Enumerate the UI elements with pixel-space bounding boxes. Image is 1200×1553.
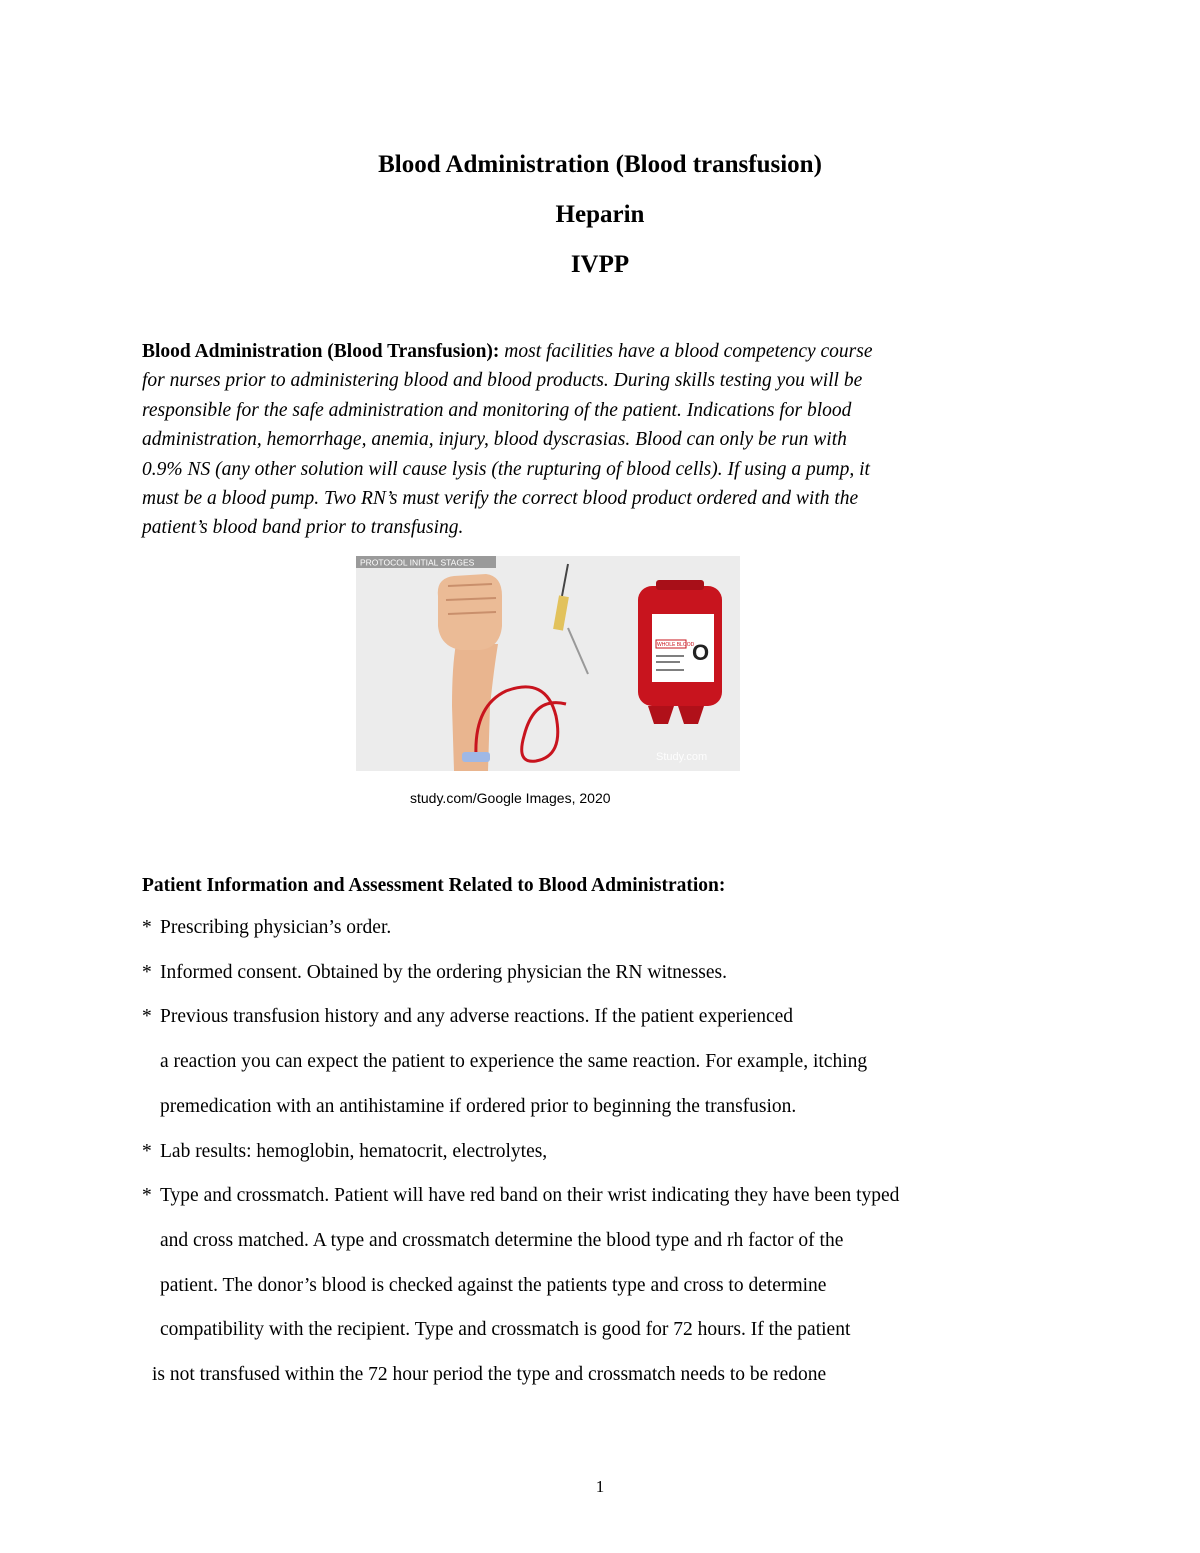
- list-item-text: Prescribing physician’s order.: [160, 917, 392, 938]
- title-main: Blood Administration (Blood transfusion): [378, 151, 822, 178]
- bullet: *: [142, 1140, 152, 1162]
- intro-paragraph: [142, 337, 1042, 543]
- bag-type: O: [692, 640, 710, 665]
- transfusion-illustration-svg: [356, 556, 740, 771]
- list-item: [142, 906, 1102, 951]
- intro-line-3: responsible for the safe administration and monitoring of the patient. Indications for blood: [142, 399, 852, 421]
- bag-label-text: WHOLE BLOOD: [657, 642, 695, 648]
- list-item: [142, 1130, 1102, 1175]
- list-item-continuation: a reaction you can expect the patient to experience the same reaction. For example, itching: [160, 1051, 868, 1073]
- list-item-text: Type and crossmatch. Patient will have red band on their wrist indicating they have been typed: [160, 1185, 900, 1207]
- assessment-section: [142, 872, 1102, 1398]
- intro-line-2: for nurses prior to administering blood and blood products. During skills testing you will be: [142, 370, 863, 392]
- list-item-continuation: premedication with an antihistamine if ordered prior to beginning the transfusion.: [160, 1095, 797, 1117]
- bullet: *: [142, 1185, 152, 1207]
- list-item: [142, 1174, 1102, 1219]
- banner-text: PROTOCOL INITIAL STAGES: [360, 557, 475, 568]
- bag-top: [656, 580, 704, 590]
- intro-line-6: must be a blood pump. Two RN’s must verify the correct blood product ordered and with the: [142, 488, 859, 510]
- cannula: [462, 752, 490, 762]
- intro-lead: Blood Administration (Blood Transfusion):: [142, 341, 500, 362]
- list-item: [142, 995, 1102, 1040]
- title-ivpp: IVPP: [570, 251, 630, 278]
- bullet: *: [142, 1006, 152, 1028]
- list-item-continuation: compatibility with the recipient. Type and crossmatch is good for 72 hours. If the patient: [160, 1319, 851, 1341]
- page-number: 1: [595, 1477, 605, 1496]
- title-heparin: Heparin: [555, 201, 645, 228]
- list-item-continuation: and cross matched. A type and crossmatch determine the blood type and rh factor of the: [160, 1229, 844, 1251]
- list-item-continuation: is not transfused within the 72 hour period the type and crossmatch needs to be redone: [152, 1364, 827, 1386]
- list-item-text: Lab results: hemoglobin, hematocrit, electrolytes,: [160, 1140, 548, 1162]
- intro-line-4: administration, hemorrhage, anemia, injury, blood dyscrasias. Blood can only be run with: [142, 429, 847, 451]
- intro-line-5: 0.9% NS (any other solution will cause lysis (the rupturing of blood cells). If using a pump, it: [142, 458, 870, 480]
- watermark: Study.com: [656, 751, 708, 763]
- figure-caption: study.com/Google Images, 2020: [410, 790, 611, 806]
- list-item-text: Previous transfusion history and any adverse reactions. If the patient experienced: [160, 1006, 793, 1028]
- list-item-continuation: patient. The donor’s blood is checked against the patients type and cross to determine: [160, 1274, 827, 1296]
- intro-line-1: [142, 337, 1042, 366]
- bullet: *: [142, 961, 152, 983]
- bullet: *: [142, 917, 152, 938]
- intro-line-7: patient’s blood band prior to transfusing.: [142, 517, 464, 539]
- intro-text-1: most facilities have a blood competency course: [499, 341, 873, 362]
- section-heading: Patient Information and Assessment Related to Blood Administration:: [142, 875, 726, 896]
- list-item-text: Informed consent. Obtained by the ordering physician the RN witnesses.: [160, 961, 727, 983]
- transfusion-illustration: [356, 556, 740, 771]
- list-item: [142, 951, 1102, 996]
- title-block: [0, 140, 1200, 290]
